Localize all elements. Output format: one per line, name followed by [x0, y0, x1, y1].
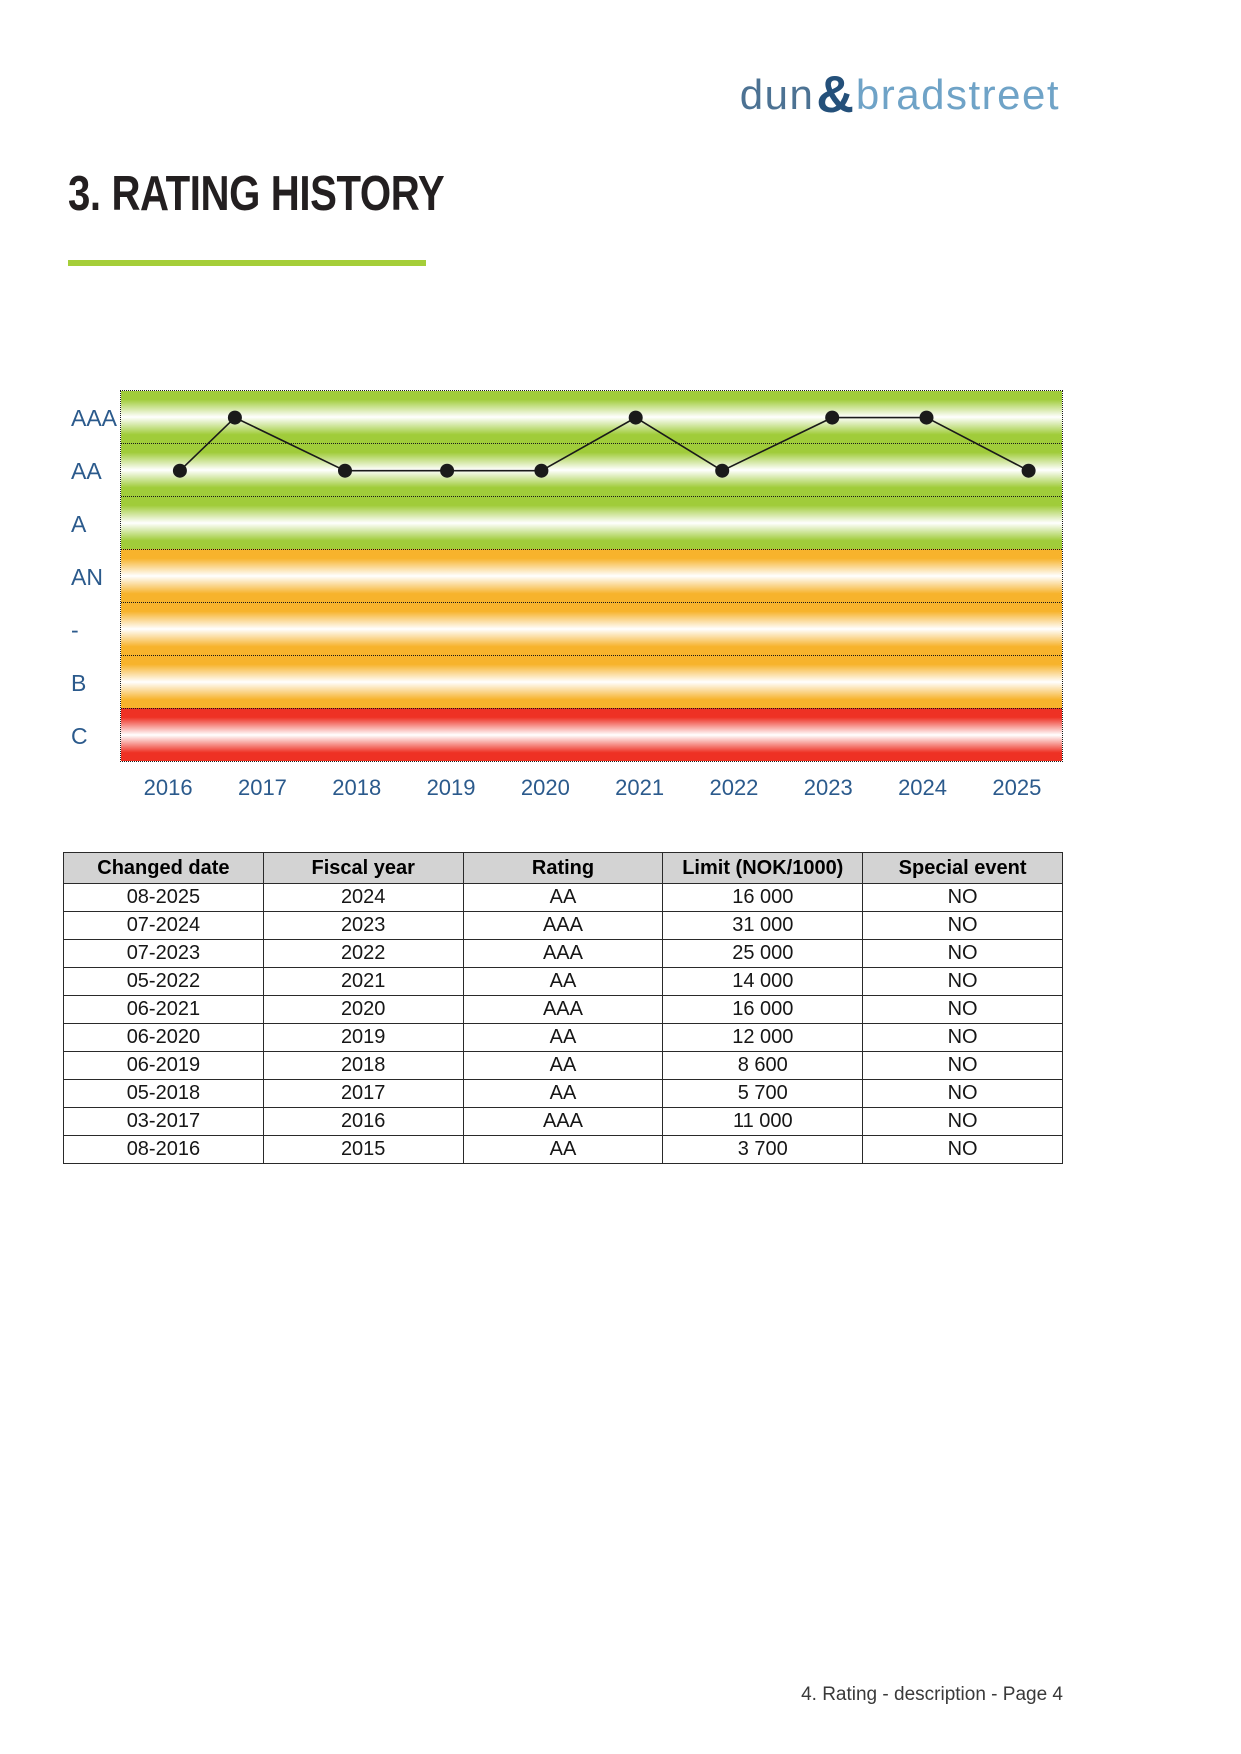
logo-text-bradstreet: bradstreet: [855, 71, 1060, 118]
table-cell: 2016: [263, 1108, 463, 1136]
table-row: [64, 884, 1063, 912]
table-row: [64, 996, 1063, 1024]
table-cell: 08-2016: [64, 1136, 264, 1164]
table-cell: AA: [463, 1136, 663, 1164]
table-cell: AA: [463, 1080, 663, 1108]
table-cell: AA: [463, 1052, 663, 1080]
table-row: [64, 940, 1063, 968]
x-axis-label-2016: 2016: [143, 775, 193, 800]
table-row: [64, 1052, 1063, 1080]
table-cell: AAA: [463, 912, 663, 940]
x-axis-label-2018: 2018: [332, 775, 382, 800]
table-header-cell: Rating: [463, 853, 663, 884]
logo-text-dun: dun: [739, 71, 815, 118]
table-row: [64, 912, 1063, 940]
table-cell: AAA: [463, 996, 663, 1024]
table-cell: AA: [463, 968, 663, 996]
table-cell: 2017: [263, 1080, 463, 1108]
rating-chart-plot: [71, 390, 1063, 800]
table-cell: 06-2021: [64, 996, 264, 1024]
table-cell: 5 700: [663, 1080, 863, 1108]
x-axis-label-2025: 2025: [992, 775, 1042, 800]
y-axis-label-b: B: [71, 670, 87, 697]
y-axis-label--: -: [71, 617, 79, 644]
table-row: [64, 968, 1063, 996]
table-cell: NO: [863, 1136, 1063, 1164]
table-cell: 8 600: [663, 1052, 863, 1080]
page-footer: 4. Rating - description - Page 4: [801, 1684, 1063, 1705]
x-axis-label-2021: 2021: [615, 775, 665, 800]
table-cell: 2019: [263, 1024, 463, 1052]
data-point-06-2020-AA: [534, 464, 548, 478]
y-axis-label-aaa: AAA: [71, 404, 118, 431]
table-cell: AA: [463, 884, 663, 912]
y-axis-label-a: A: [71, 510, 87, 537]
table-body: [64, 884, 1063, 1164]
table-cell: NO: [863, 968, 1063, 996]
x-axis-label-2020: 2020: [520, 775, 570, 800]
table-cell: 2015: [263, 1136, 463, 1164]
table-cell: 16 000: [663, 884, 863, 912]
table-header-cell: Changed date: [64, 853, 264, 884]
x-axis-label-2022: 2022: [709, 775, 759, 800]
table-cell: 12 000: [663, 1024, 863, 1052]
table-row: [64, 1024, 1063, 1052]
table-cell: 06-2019: [64, 1052, 264, 1080]
data-point-08-2025-AA: [1022, 464, 1036, 478]
table-cell: 31 000: [663, 912, 863, 940]
table-cell: NO: [863, 996, 1063, 1024]
table-cell: 07-2024: [64, 912, 264, 940]
x-axis-label-2017: 2017: [237, 775, 287, 800]
logo-ampersand-icon: &: [816, 66, 854, 124]
table-cell: AAA: [463, 940, 663, 968]
table-cell: 2024: [263, 884, 463, 912]
table-row: [64, 1108, 1063, 1136]
table-cell: NO: [863, 1024, 1063, 1052]
table-row: [64, 1080, 1063, 1108]
data-point-06-2019-AA: [440, 464, 454, 478]
table-header-cell: Special event: [863, 853, 1063, 884]
table-cell: 16 000: [663, 996, 863, 1024]
table-cell: AA: [463, 1024, 663, 1052]
rating-trend-line: [180, 418, 1029, 471]
table-row: [64, 1136, 1063, 1164]
table-cell: 08-2025: [64, 884, 264, 912]
page-title: 3. RATING HISTORY: [68, 167, 445, 221]
table-header-row: [64, 853, 1063, 884]
table-cell: 05-2018: [64, 1080, 264, 1108]
x-axis-label-2019: 2019: [426, 775, 476, 800]
data-point-03-2017-AAA: [228, 411, 242, 425]
table-cell: 2020: [263, 996, 463, 1024]
x-axis-label-2023: 2023: [803, 775, 853, 800]
table-cell: 03-2017: [64, 1108, 264, 1136]
table-header-cell: Fiscal year: [263, 853, 463, 884]
table-cell: AAA: [463, 1108, 663, 1136]
table-cell: 06-2020: [64, 1024, 264, 1052]
table-cell: 25 000: [663, 940, 863, 968]
data-point-08-2016-AA: [173, 464, 187, 478]
table-cell: 2023: [263, 912, 463, 940]
table-cell: 11 000: [663, 1108, 863, 1136]
y-axis-label-an: AN: [71, 564, 103, 590]
data-point-05-2018-AA: [338, 464, 352, 478]
table-cell: 2021: [263, 968, 463, 996]
table-cell: 14 000: [663, 968, 863, 996]
rating-history-table: [63, 852, 1063, 1164]
table-cell: NO: [863, 1108, 1063, 1136]
y-axis-label-aa: AA: [71, 457, 102, 484]
table-cell: NO: [863, 1080, 1063, 1108]
data-point-07-2024-AAA: [920, 411, 934, 425]
table-cell: 2022: [263, 940, 463, 968]
table-cell: NO: [863, 884, 1063, 912]
table-header-cell: Limit (NOK/1000): [663, 853, 863, 884]
table-cell: NO: [863, 912, 1063, 940]
table-cell: 2018: [263, 1052, 463, 1080]
table-head: [64, 853, 1063, 884]
dun-bradstreet-logo: [740, 62, 1060, 122]
data-point-05-2022-AA: [715, 464, 729, 478]
rating-line-series: [121, 391, 1064, 763]
heading-accent-rule: [68, 260, 426, 266]
table-cell: 3 700: [663, 1136, 863, 1164]
y-axis-label-c: C: [71, 723, 88, 750]
data-point-07-2023-AAA: [825, 411, 839, 425]
data-point-06-2021-AAA: [629, 411, 643, 425]
x-axis-label-2024: 2024: [898, 775, 948, 800]
table-cell: NO: [863, 1052, 1063, 1080]
table-cell: 07-2023: [64, 940, 264, 968]
table-cell: NO: [863, 940, 1063, 968]
table-cell: 05-2022: [64, 968, 264, 996]
